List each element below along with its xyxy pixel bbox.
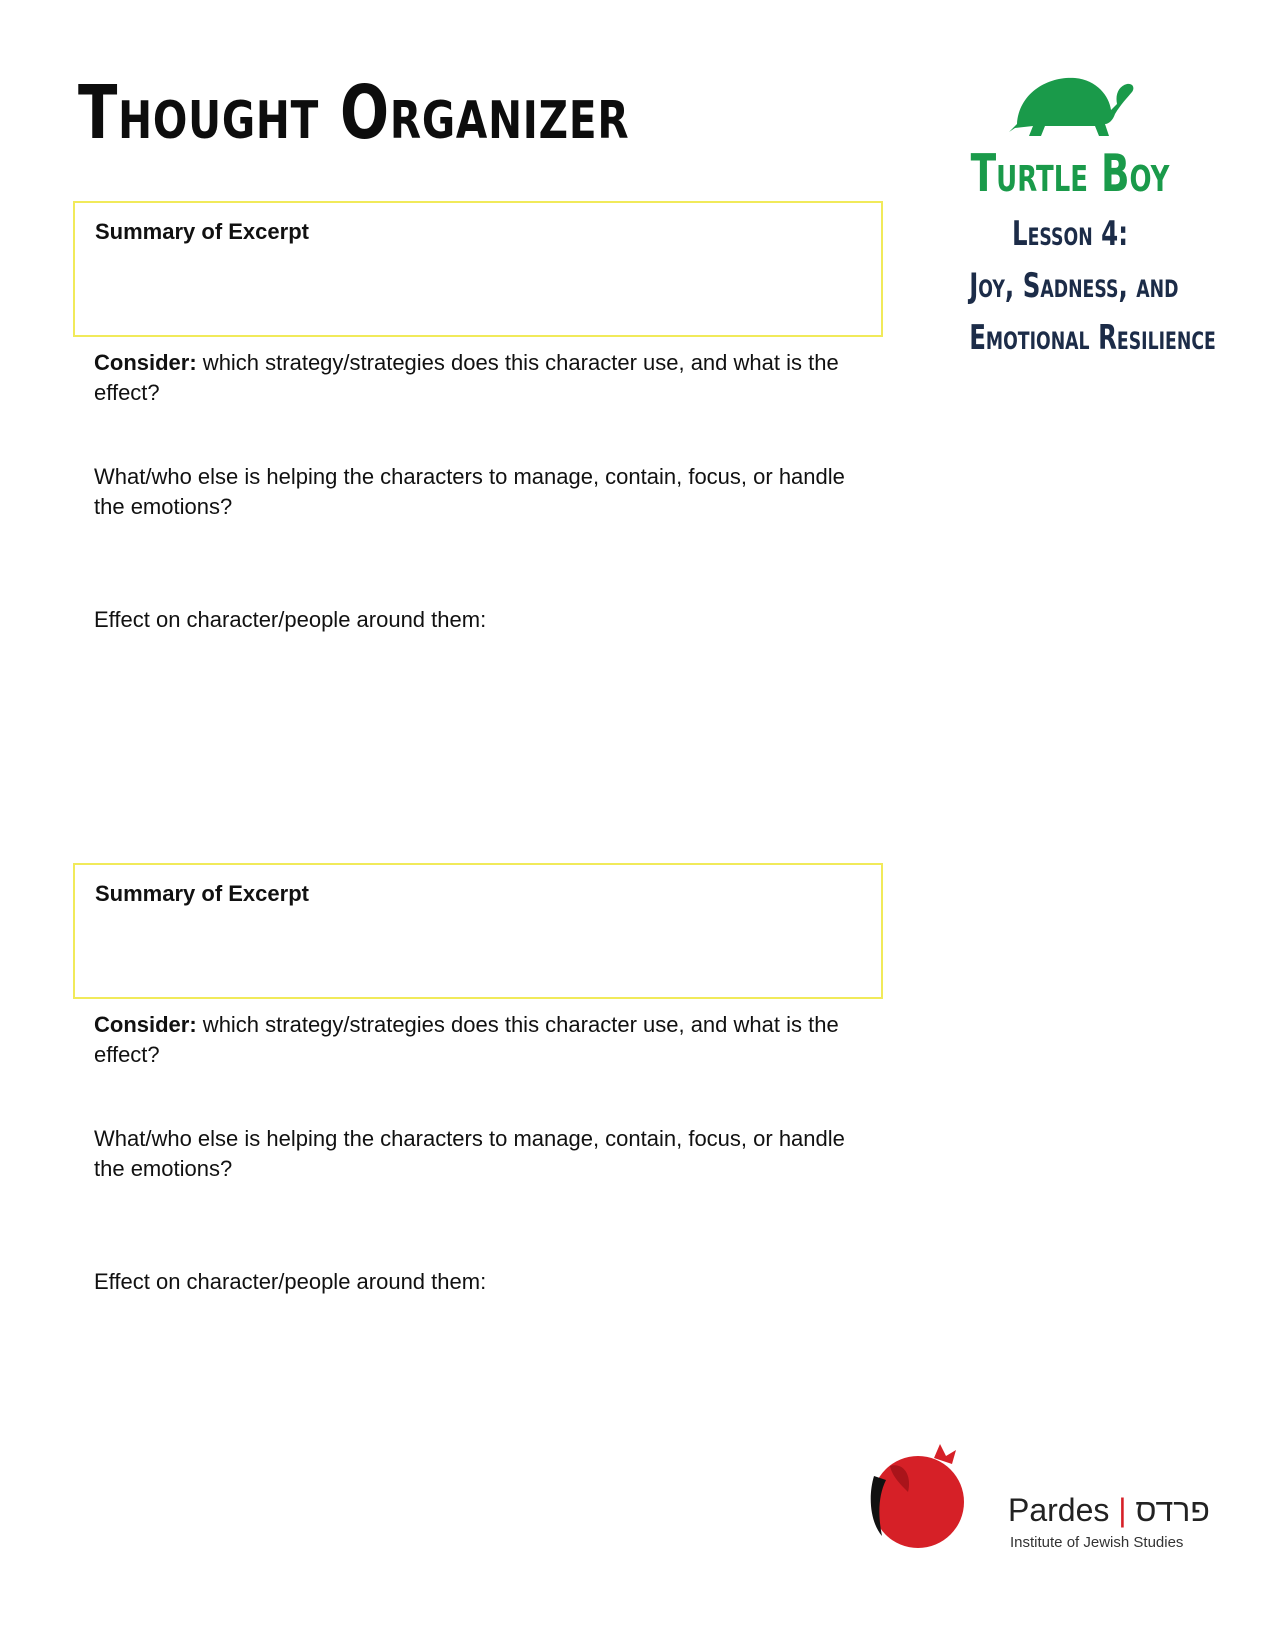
- consider-prompt: [94, 1010, 874, 1070]
- summary-box[interactable]: [73, 863, 883, 999]
- page-title: Thought Organizer: [78, 70, 630, 156]
- effect-prompt: Effect on character/people around them:: [94, 1269, 487, 1294]
- summary-label: Summary of Excerpt: [95, 881, 309, 906]
- pomegranate-logo-icon: [860, 1436, 970, 1556]
- lesson-topic-line-2: Emotional Resilience: [969, 318, 1216, 358]
- effect-prompt: Effect on character/people around them:: [94, 607, 487, 632]
- consider-prompt: [94, 348, 874, 408]
- consider-text: which strategy/strategies does this character use, and what is the effect?: [94, 350, 839, 405]
- helping-prompt: What/who else is helping the characters to manage, contain, focus, or handle the emotions?: [94, 1126, 845, 1181]
- consider-label: Consider:: [94, 1012, 197, 1037]
- book-title: Turtle Boy: [970, 144, 1170, 204]
- turtle-icon: [1005, 66, 1135, 138]
- lesson-number: Lesson 4:: [1011, 214, 1129, 254]
- org-name: Pardes | פרדס: [1008, 1492, 1210, 1528]
- lesson-topic-line-1: Joy, Sadness, and: [969, 266, 1179, 306]
- consider-label: Consider:: [94, 350, 197, 375]
- sidebar-branding: [930, 66, 1216, 364]
- pardes-logo: [896, 1452, 1216, 1572]
- summary-box[interactable]: [73, 201, 883, 337]
- helping-prompt: What/who else is helping the characters to manage, contain, focus, or handle the emotions?: [94, 464, 845, 519]
- org-subtitle: Institute of Jewish Studies: [1010, 1534, 1184, 1551]
- summary-label: Summary of Excerpt: [95, 219, 309, 244]
- consider-text: which strategy/strategies does this character use, and what is the effect?: [94, 1012, 839, 1067]
